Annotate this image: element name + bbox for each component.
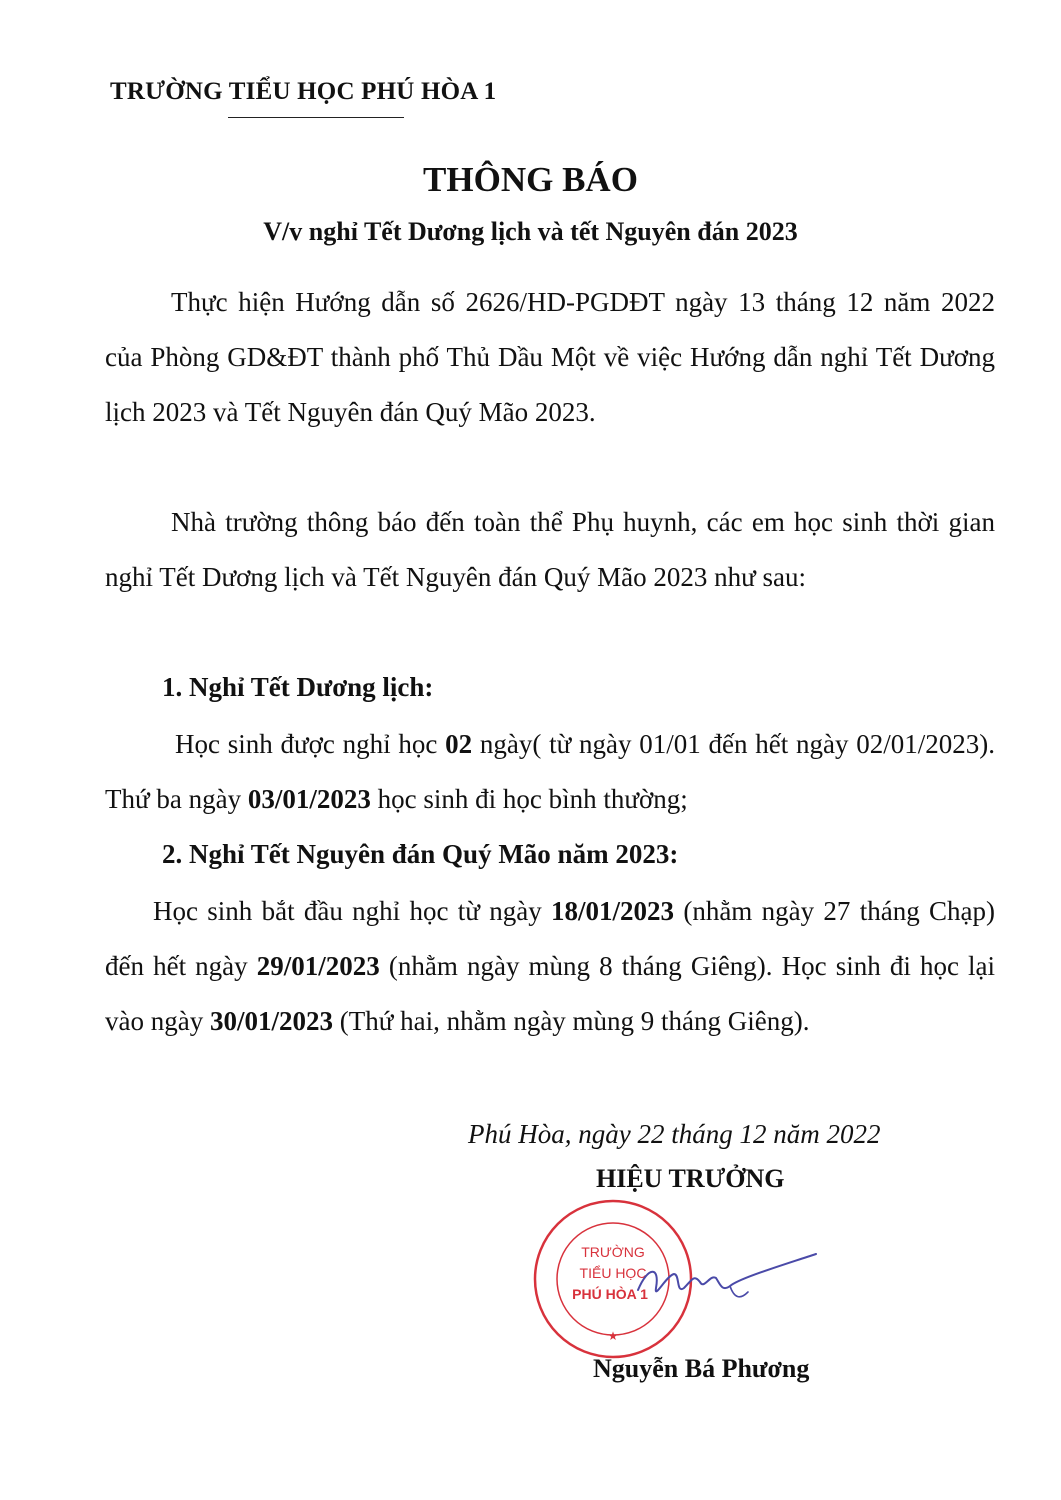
signer-name: Nguyễn Bá Phương bbox=[593, 1354, 810, 1383]
stamp-line-3: PHÚ HÒA 1 bbox=[572, 1286, 648, 1302]
section2-body: Học sinh bắt đầu nghỉ học từ ngày 18/01/2023 (nhằm ngày 27 tháng Chạp) đến hết ngày 29/01/2023 (nhằm ngày mùng 8 tháng Giêng). Học sinh đi học lại vào ngày 30/01/2023 (Thứ hai, nhằm ngày mùng 9 tháng Giêng). bbox=[105, 896, 996, 1036]
school-name: TRƯỜNG TIỂU HỌC PHÚ HÒA 1 bbox=[110, 78, 497, 105]
handwritten-signature bbox=[630, 1248, 820, 1318]
paragraph-reference: Thực hiện Hướng dẫn số 2626/HD-PGDĐT ngày 13 tháng 12 năm 2022 của Phòng GD&ĐT thành phố Thủ Dầu Một về việc Hướng dẫn nghỉ Tết Dương lịch 2023 và Tết Nguyên đán Quý Mão 2023. bbox=[105, 287, 995, 427]
stamp-line-2: TIỂU HỌC bbox=[579, 1265, 647, 1281]
header-underline bbox=[228, 117, 404, 118]
svg-text:★: ★ bbox=[607, 1329, 619, 1343]
section1-body: Học sinh được nghỉ học 02 ngày( từ ngày 01/01 đến hết ngày 02/01/2023). Thứ ba ngày 03/01/2023 học sinh đi học bình thường; bbox=[105, 729, 995, 814]
place-date-line: Phú Hòa, ngày 22 tháng 12 năm 2022 bbox=[468, 1119, 881, 1149]
notice-subtitle: V/v nghỉ Tết Dương lịch và tết Nguyên đán 2023 bbox=[263, 217, 798, 246]
section1-heading: 1. Nghỉ Tết Dương lịch: bbox=[162, 672, 434, 702]
paragraph-announcement: Nhà trường thông báo đến toàn thể Phụ huynh, các em học sinh thời gian nghỉ Tết Dương lịch và Tết Nguyên đán Quý Mão 2023 như sau: bbox=[105, 507, 995, 592]
stamp-line-1: TRƯỜNG bbox=[581, 1244, 645, 1260]
principal-title: HIỆU TRƯỞNG bbox=[596, 1164, 785, 1193]
notice-title: THÔNG BÁO bbox=[423, 160, 638, 199]
section2-heading: 2. Nghỉ Tết Nguyên đán Quý Mão năm 2023: bbox=[162, 839, 679, 869]
